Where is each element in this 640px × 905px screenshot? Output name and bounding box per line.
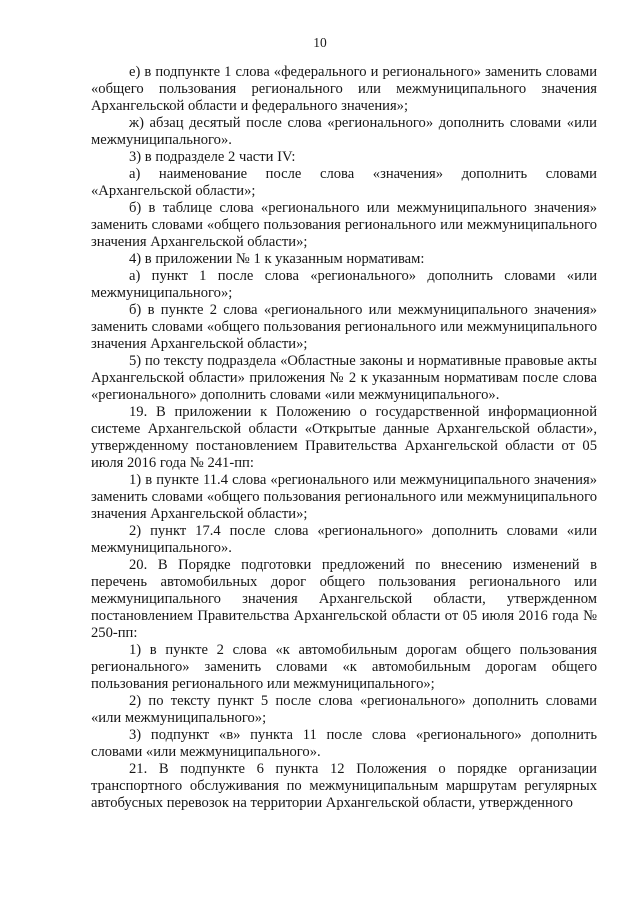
page-number: 10 bbox=[313, 35, 327, 50]
paragraph: ж) абзац десятый после слова «регионального» дополнить словами «или межмуниципального». bbox=[91, 115, 597, 148]
paragraph: 5) по тексту подраздела «Областные законы и нормативные правовые акты Архангельской области» приложения № 2 к указанным нормативам после слова «регионального» дополнить словами «или межмуниципального». bbox=[91, 353, 597, 403]
paragraph: б) в таблице слова «регионального или межмуниципального значения» заменить словами «общего пользования регионального или межмуниципального значения Архангельской области»; bbox=[91, 200, 597, 250]
paragraph: 21. В подпункте 6 пункта 12 Положения о порядке организации транспортного обслуживания по межмуниципальным маршрутам регулярных автобусных перевозок на территории Архангельской области, утвержденного bbox=[91, 761, 597, 811]
paragraph: 2) по тексту пункт 5 после слова «регионального» дополнить словами «или межмуниципального»; bbox=[91, 693, 597, 726]
paragraph: 1) в пункте 11.4 слова «регионального или межмуниципального значения» заменить словами «общего пользования регионального или межмуниципального значения Архангельской области»; bbox=[91, 472, 597, 522]
paragraph: 1) в пункте 2 слова «к автомобильным дорогам общего пользования регионального» заменить словами «к автомобильным дорогам общего пользования регионального или межмуниципального»; bbox=[91, 642, 597, 692]
paragraph: 4) в приложении № 1 к указанным нормативам: bbox=[129, 251, 425, 267]
document-body bbox=[91, 64, 597, 812]
paragraph: е) в подпункте 1 слова «федерального и регионального» заменить словами «общего пользования регионального или межмуниципального значения Архангельской области и федерального значения»; bbox=[91, 64, 597, 114]
paragraph: 3) в подразделе 2 части IV: bbox=[129, 149, 296, 165]
paragraph: а) пункт 1 после слова «регионального» дополнить словами «или межмуниципального»; bbox=[91, 268, 597, 301]
paragraph: а) наименование после слова «значения» дополнить словами «Архангельской области»; bbox=[91, 166, 597, 199]
paragraph: 19. В приложении к Положению о государственной информационной системе Архангельской области «Открытые данные Архангельской области», утвержденному постановлением Правительства Архангельской области от 05 июля 2016 года № 241-пп: bbox=[91, 404, 597, 471]
paragraph: 2) пункт 17.4 после слова «регионального» дополнить словами «или межмуниципального». bbox=[91, 523, 597, 556]
paragraph: 20. В Порядке подготовки предложений по внесению изменений в перечень автомобильных дорог общего пользования регионального или межмуниципального значения Архангельской области, утвержденном постановлением Правительства Архангельской области от 05 июля 2016 года № 250-пп: bbox=[91, 557, 597, 641]
paragraph: б) в пункте 2 слова «регионального или межмуниципального значения» заменить словами «общего пользования регионального или межмуниципального значения Архангельской области»; bbox=[91, 302, 597, 352]
paragraph: 3) подпункт «в» пункта 11 после слова «регионального» дополнить словами «или межмуниципального». bbox=[91, 727, 597, 760]
